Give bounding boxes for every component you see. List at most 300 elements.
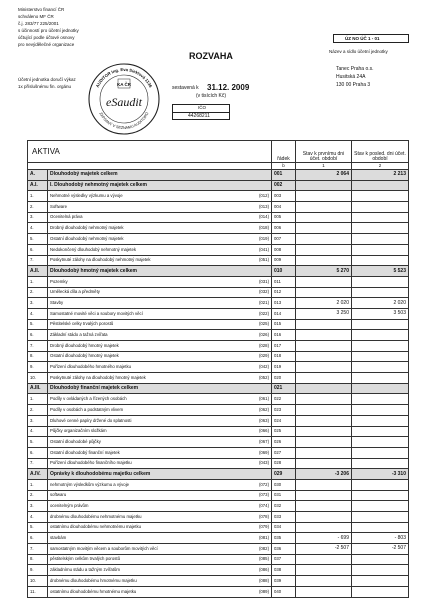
- row-label-text: Pěstitelské celky trvalých porostů: [50, 321, 114, 327]
- row-index: 2.: [28, 287, 48, 298]
- row-label: [48, 447, 272, 458]
- table-row: [28, 255, 409, 266]
- closing-balance-header: Stav k posled. dni účet. období: [352, 141, 409, 163]
- opening-balance-value: [296, 319, 352, 330]
- opening-balance-value: [296, 522, 352, 533]
- row-number: 016: [272, 330, 296, 341]
- row-label-text: ostatnímu dlouhodobému hmotnému majetku: [50, 588, 137, 594]
- opening-balance-value: [296, 415, 352, 426]
- row-index: 6.: [28, 447, 48, 458]
- row-label: [48, 255, 272, 266]
- statement-title: ROZVAHA: [189, 51, 233, 61]
- table-row: [28, 234, 409, 245]
- row-label-text: Dluhové cenné papíry držené do splatnosti: [50, 417, 132, 423]
- row-label-text: pěstitelským celkům trvalých porostů: [50, 556, 120, 562]
- row-label: [48, 512, 272, 523]
- entity-name-label: Název a sídlo účetní jednotky: [329, 49, 388, 54]
- table-row: [28, 501, 409, 512]
- closing-balance-value: [352, 255, 409, 266]
- row-label-text: softwaru: [50, 492, 67, 498]
- row-label: [48, 362, 272, 373]
- row-number: 022: [272, 394, 296, 405]
- row-number: 008: [272, 244, 296, 255]
- opening-balance-value: [296, 490, 352, 501]
- row-label: [48, 586, 272, 597]
- closing-balance-value: [352, 180, 409, 191]
- closing-balance-value: [352, 576, 409, 587]
- row-number: 023: [272, 405, 296, 416]
- column-number-row: [28, 163, 409, 170]
- table-group-row: [28, 266, 409, 277]
- opening-balance-value: [296, 512, 352, 523]
- table-row: [28, 554, 409, 565]
- row-label-text: ostatnímu dlouhodobému nehmotnému majetku: [50, 524, 142, 530]
- row-index: 7.: [28, 255, 48, 266]
- closing-balance-value: [352, 383, 409, 394]
- opening-balance-value: [296, 351, 352, 362]
- account-code: (089): [258, 588, 269, 594]
- table-row: [28, 405, 409, 416]
- row-index: 5.: [28, 234, 48, 245]
- row-number: 035: [272, 533, 296, 544]
- row-index: 5.: [28, 522, 48, 533]
- row-number: 026: [272, 437, 296, 448]
- row-label: [48, 202, 272, 213]
- row-number: 009: [272, 255, 296, 266]
- row-number: 010: [272, 266, 296, 277]
- closing-balance-value: [352, 330, 409, 341]
- row-index: 2.: [28, 405, 48, 416]
- closing-balance-value: [352, 415, 409, 426]
- account-code: (079): [258, 524, 269, 530]
- row-number: 011: [272, 276, 296, 287]
- row-number: 027: [272, 447, 296, 458]
- opening-balance-value: [296, 255, 352, 266]
- closing-balance-value: [352, 362, 409, 373]
- unit-instruction-line: Účetní jednotka doručí výkaz: [18, 77, 76, 82]
- row-label: [48, 341, 272, 352]
- account-code: (029): [258, 353, 269, 359]
- row-index: 6.: [28, 533, 48, 544]
- table-row: [28, 522, 409, 533]
- row-label: [48, 234, 272, 245]
- ministry-line: účtující podle účtové osnovy: [18, 35, 75, 40]
- row-number: 029: [272, 469, 296, 480]
- account-code: (014): [258, 214, 269, 220]
- closing-balance-value: [352, 234, 409, 245]
- row-number: 013: [272, 298, 296, 309]
- table-group-row: [28, 180, 409, 191]
- account-code: (042): [258, 364, 269, 370]
- opening-balance-value: [296, 180, 352, 191]
- row-number: 021: [272, 383, 296, 394]
- table-header-row: [28, 141, 409, 163]
- row-label-text: Poskytnuté zálohy na dlouhodobý hmotný majetek: [50, 374, 146, 380]
- row-label-text: Ostatní dlouhodobý hmotný majetek: [50, 353, 119, 359]
- account-code: (021): [258, 299, 269, 305]
- row-label: [48, 191, 272, 202]
- table-row: [28, 373, 409, 384]
- row-index: 1.: [28, 276, 48, 287]
- row-label-text: Dlouhodobý hmotný majetek celkem: [50, 267, 137, 274]
- opening-balance-value: [296, 426, 352, 437]
- row-number: 001: [272, 170, 296, 181]
- row-label: [48, 522, 272, 533]
- row-label-text: Podíly v osobách a podstatným vlivem: [50, 406, 124, 412]
- closing-balance-value: [352, 244, 409, 255]
- closing-balance-value: [352, 394, 409, 405]
- opening-balance-value: [296, 330, 352, 341]
- closing-balance-value: 3 503: [352, 308, 409, 319]
- stamp-text: KA ČR: [116, 82, 132, 87]
- closing-balance-value: [352, 426, 409, 437]
- account-code: (074): [258, 503, 269, 508]
- closing-balance-value: [352, 522, 409, 533]
- stamp-text: AUDITOR Ing. Eva Sieklová 1136: [94, 66, 154, 89]
- table-row: [28, 426, 409, 437]
- row-number: 024: [272, 415, 296, 426]
- ico-box: [172, 104, 230, 120]
- opening-balance-value: - 699: [296, 533, 352, 544]
- row-label: [48, 223, 272, 234]
- table-row: [28, 202, 409, 213]
- table-row: [28, 319, 409, 330]
- row-label-text: Ostatní dlouhodobý finanční majetek: [50, 449, 120, 455]
- account-code: (088): [258, 577, 269, 583]
- row-label: [48, 554, 272, 565]
- row-index: 2.: [28, 202, 48, 213]
- row-label-text: Samostatné movité věci a soubory movitých věcí: [50, 310, 143, 316]
- opening-balance-value: [296, 501, 352, 512]
- account-code: (013): [258, 203, 269, 209]
- closing-balance-value: -3 310: [352, 469, 409, 480]
- table-row: [28, 212, 409, 223]
- row-label: [48, 308, 272, 319]
- row-label-text: Ocenitelná práva: [50, 214, 83, 220]
- row-index: 9.: [28, 362, 48, 373]
- closing-balance-value: 5 523: [352, 266, 409, 277]
- table-row: [28, 351, 409, 362]
- account-code: (069): [258, 449, 269, 455]
- row-number: 002: [272, 180, 296, 191]
- row-number: 028: [272, 458, 296, 469]
- entity-city: 130 00 Praha 3: [336, 82, 371, 88]
- row-number: 017: [272, 341, 296, 352]
- account-code: (085): [258, 556, 269, 562]
- account-code: (041): [258, 246, 269, 252]
- closing-balance-value: [352, 287, 409, 298]
- account-code: (061): [258, 396, 269, 402]
- opening-balance-value: 5 270: [296, 266, 352, 277]
- closing-balance-value: [352, 202, 409, 213]
- row-index: A.III.: [28, 383, 48, 394]
- opening-balance-value: [296, 223, 352, 234]
- table-row: [28, 565, 409, 576]
- closing-balance-value: [352, 479, 409, 490]
- row-label: [48, 426, 272, 437]
- row-index: A.: [28, 170, 48, 181]
- row-number: 038: [272, 565, 296, 576]
- row-number: 004: [272, 202, 296, 213]
- closing-balance-value: [352, 554, 409, 565]
- closing-balance-value: - 803: [352, 533, 409, 544]
- form-code-box: [333, 34, 409, 43]
- row-label-text: Podíly v ovládaných a řízených osobách: [50, 396, 127, 402]
- account-code: (072): [258, 481, 269, 487]
- row-label: [48, 319, 272, 330]
- opening-balance-value: [296, 362, 352, 373]
- row-label-text: Půjčky organizačním složkám: [50, 428, 107, 434]
- ministry-line: č.j. 283/77 225/2001: [18, 21, 59, 26]
- row-number: 014: [272, 308, 296, 319]
- row-label: [48, 501, 272, 512]
- row-label: [48, 405, 272, 416]
- row-label-text: Dlouhodobý majetek celkem: [50, 171, 118, 178]
- row-number: 012: [272, 287, 296, 298]
- closing-balance-value: [352, 405, 409, 416]
- row-index: 5.: [28, 437, 48, 448]
- row-label: [48, 383, 272, 394]
- table-row: [28, 544, 409, 555]
- row-label-text: Nehmotné výsledky výzkumu a vývoje: [50, 193, 123, 199]
- closing-balance-value: [352, 501, 409, 512]
- row-number: 034: [272, 522, 296, 533]
- row-label-text: I. Dlouhodobý nehmotný majetek celkem: [50, 182, 147, 189]
- row-number: 025: [272, 426, 296, 437]
- row-index: A.II.: [28, 266, 48, 277]
- opening-balance-header: Stav k prvnímu dni účet. období: [296, 141, 352, 163]
- opening-balance-value: [296, 202, 352, 213]
- units-note: (v tisících Kč): [196, 93, 227, 99]
- closing-balance-value: [352, 447, 409, 458]
- table-row: [28, 533, 409, 544]
- ministry-line: Ministerstvo financí ČR: [18, 7, 65, 12]
- row-label-text: Ostatní dlouhodobý nehmotný majetek: [50, 235, 124, 241]
- closing-balance-value: [352, 223, 409, 234]
- row-label: [48, 266, 272, 277]
- opening-balance-value: [296, 576, 352, 587]
- row-label: [48, 458, 272, 469]
- row-index: 10.: [28, 576, 48, 587]
- row-index: 3.: [28, 415, 48, 426]
- closing-balance-value: [352, 212, 409, 223]
- row-label: [48, 437, 272, 448]
- row-number: 032: [272, 501, 296, 512]
- row-index: 2.: [28, 490, 48, 501]
- row-label-text: Základní stádo a tažná zvířata: [50, 332, 108, 337]
- table-row: [28, 447, 409, 458]
- row-index: 7.: [28, 544, 48, 555]
- table-row: [28, 437, 409, 448]
- svg-text:ZAPSANÝ V SEZNAMU AUDITORŮ: [98, 111, 149, 130]
- opening-balance-value: [296, 234, 352, 245]
- row-index: A.I.: [28, 180, 48, 191]
- row-number: 031: [272, 490, 296, 501]
- closing-balance-value: [352, 373, 409, 384]
- table-group-row: [28, 469, 409, 480]
- row-label: [48, 490, 272, 501]
- opening-balance-value: [296, 437, 352, 448]
- row-number: 015: [272, 319, 296, 330]
- row-label-text: Ostatní dlouhodobé půjčky: [50, 438, 101, 444]
- row-label-text: Poskytnuté zálohy na dlouhodobý nehmotný majetek: [50, 257, 151, 263]
- account-code: (082): [258, 545, 269, 551]
- row-index: 3.: [28, 212, 48, 223]
- row-index: 1.: [28, 479, 48, 490]
- closing-balance-value: [352, 191, 409, 202]
- auditor-stamp: [87, 62, 161, 136]
- row-label: [48, 180, 272, 191]
- account-code: (012): [258, 193, 269, 199]
- table-row: [28, 586, 409, 597]
- opening-balance-value: [296, 394, 352, 405]
- row-label: [48, 170, 272, 181]
- table-row: [28, 223, 409, 234]
- row-number: 018: [272, 351, 296, 362]
- table-row: [28, 330, 409, 341]
- closing-balance-value: 2 213: [352, 170, 409, 181]
- row-number: 037: [272, 554, 296, 565]
- table-row: [28, 479, 409, 490]
- table-row: [28, 394, 409, 405]
- account-code: (018): [258, 225, 269, 231]
- row-label-text: Oprávky k dlouhodobému majetku celkem: [50, 470, 151, 477]
- row-label: [48, 394, 272, 405]
- opening-balance-value: [296, 405, 352, 416]
- row-label-text: Pořízení dlouhodobého hmotného majetku: [50, 364, 131, 370]
- opening-balance-value: [296, 212, 352, 223]
- opening-balance-value: [296, 458, 352, 469]
- ico-label: IČO: [198, 105, 207, 110]
- table-row: [28, 458, 409, 469]
- opening-balance-value: [296, 479, 352, 490]
- row-index: 7.: [28, 341, 48, 352]
- row-label: [48, 479, 272, 490]
- account-code: (073): [258, 492, 269, 498]
- row-index: 4.: [28, 512, 48, 523]
- table-row: [28, 308, 409, 319]
- table-row: [28, 512, 409, 523]
- row-number: 020: [272, 373, 296, 384]
- row-number-header: řádek: [272, 141, 296, 163]
- row-label: [48, 287, 272, 298]
- account-code: (032): [258, 289, 269, 295]
- row-label-text: Drobný dlouhodobý nehmotný majetek: [50, 225, 124, 231]
- account-code: (063): [258, 417, 269, 423]
- row-number: 005: [272, 212, 296, 223]
- row-number: 006: [272, 223, 296, 234]
- opening-balance-value: [296, 565, 352, 576]
- opening-balance-value: -2 507: [296, 544, 352, 555]
- row-label-text: Pořízení dlouhodobého finančního majetku: [50, 460, 132, 466]
- row-label-text: základnímu stádu a tažným zvířatům: [50, 567, 120, 573]
- entity-name: Tanec Praha o.s.: [336, 66, 374, 72]
- stamp-text: eSaudit: [106, 95, 142, 109]
- row-label-text: Pozemky: [50, 278, 68, 284]
- table-row: [28, 287, 409, 298]
- account-code: (022): [258, 310, 269, 316]
- row-index: 4.: [28, 426, 48, 437]
- row-label-text: drobnému dlouhodobému nehmotnému majetku: [50, 513, 142, 519]
- opening-balance-value: [296, 287, 352, 298]
- account-code: (025): [258, 321, 269, 327]
- date-label: sestavená k: [172, 85, 199, 91]
- row-index: 6.: [28, 330, 48, 341]
- aktiva-title: AKTIVA: [28, 141, 272, 163]
- opening-balance-sub: 1: [296, 163, 352, 170]
- row-label: [48, 373, 272, 384]
- ministry-line: s účinností pro účetní jednotky: [18, 28, 79, 33]
- opening-balance-value: [296, 191, 352, 202]
- row-label-text: Dlouhodobý finanční majetek celkem: [50, 385, 139, 392]
- entity-street: Husitská 24A: [336, 74, 366, 80]
- row-label-text: samostatným movitým věcem a souborům movitých věcí: [50, 545, 158, 551]
- row-label: [48, 330, 272, 341]
- opening-balance-value: [296, 244, 352, 255]
- opening-balance-value: 2 020: [296, 298, 352, 309]
- table-row: [28, 276, 409, 287]
- row-index: 3.: [28, 298, 48, 309]
- row-label: [48, 415, 272, 426]
- opening-balance-value: [296, 586, 352, 597]
- row-label-text: Software: [50, 203, 67, 209]
- row-label: [48, 544, 272, 555]
- table-group-row: [28, 170, 409, 181]
- ico-value: 44268211: [188, 113, 210, 119]
- row-number-sub: b: [272, 163, 296, 170]
- opening-balance-value: [296, 383, 352, 394]
- closing-balance-value: [352, 586, 409, 597]
- row-index: 9.: [28, 565, 48, 576]
- closing-balance-value: [352, 490, 409, 501]
- row-index: 8.: [28, 351, 48, 362]
- opening-balance-value: [296, 447, 352, 458]
- row-label-text: Nedokončený dlouhodobý nehmotný majetek: [50, 246, 136, 252]
- opening-balance-value: -3 206: [296, 469, 352, 480]
- opening-balance-value: [296, 341, 352, 352]
- row-index: 3.: [28, 501, 48, 512]
- account-code: (086): [258, 567, 269, 573]
- row-label: [48, 276, 272, 287]
- closing-balance-value: [352, 276, 409, 287]
- row-label: [48, 533, 272, 544]
- statement-date: 31.12. 2009: [207, 83, 250, 92]
- closing-balance-value: [352, 341, 409, 352]
- row-label: [48, 576, 272, 587]
- unit-instruction-line: 1x příslušnému fin. orgánu: [18, 84, 72, 89]
- row-label-text: nehmotným výsledkům výzkumu a vývoje: [50, 481, 130, 487]
- table-group-row: [28, 383, 409, 394]
- row-index: 1.: [28, 394, 48, 405]
- opening-balance-value: [296, 276, 352, 287]
- closing-balance-sub: 2: [352, 163, 409, 170]
- opening-balance-value: [296, 554, 352, 565]
- row-label: [48, 565, 272, 576]
- row-number: 033: [272, 512, 296, 523]
- account-code: (081): [258, 535, 269, 541]
- opening-balance-value: [296, 373, 352, 384]
- row-label: [48, 469, 272, 480]
- account-code: (062): [258, 406, 269, 412]
- form-code: ÚZ NO ÚČ 1 - 01: [345, 36, 380, 41]
- account-code: (078): [258, 513, 269, 519]
- row-label-text: stavbám: [50, 535, 67, 541]
- row-index: A.IV.: [28, 469, 48, 480]
- closing-balance-value: [352, 351, 409, 362]
- row-label: [48, 351, 272, 362]
- row-label: [48, 244, 272, 255]
- opening-balance-value: 3 250: [296, 308, 352, 319]
